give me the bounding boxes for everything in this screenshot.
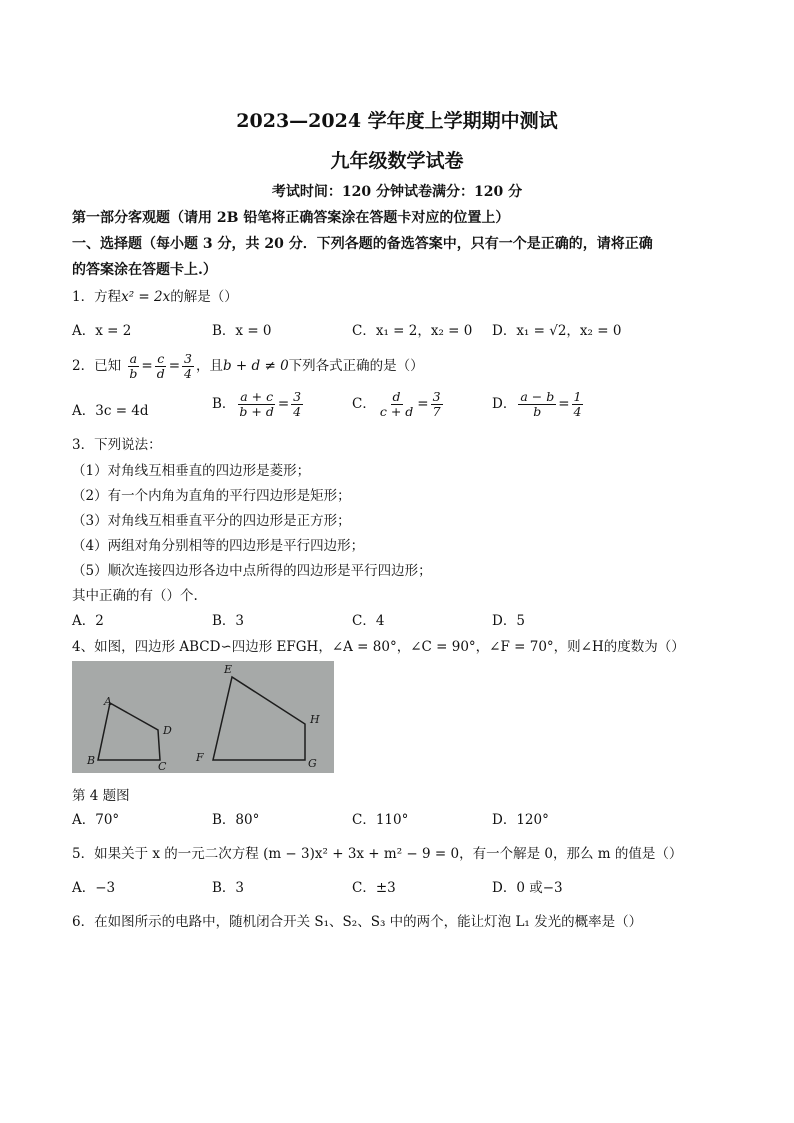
question-6: 6．在如图所示的电路中，随机闭合开关 S₁、S₂、S₃ 中的两个，能让灯泡 L₁ 发光的概率是（） [72,914,643,930]
q4-option-c[interactable]: C．110° [352,812,409,828]
section-instructions-line1: 一、选择题（每小题 3 分，共 20 分．下列各题的备选答案中，只有一个是正确的，请将正确 [72,236,653,252]
label-e: E [224,663,233,676]
q2-middle: ，且 [196,358,223,374]
exam-info: 考试时间：120 分钟试卷满分：120 分 [271,184,523,200]
label-b: B [87,754,96,767]
q1-option-d[interactable]: D．x₁ = √2，x₂ = 0 [492,323,622,339]
label-d: D [163,724,172,737]
q3-option-a[interactable]: A．2 [72,613,104,629]
label-f: F [196,751,204,764]
q3-option-b[interactable]: B．3 [212,613,245,629]
q3-statement-2: （2）有一个内角为直角的平行四边形是矩形； [72,488,351,504]
q2-frac-c-d: $\frac{c}{d}$ [156,351,165,381]
label-c: C [158,760,167,773]
q4-option-d[interactable]: D．120° [492,812,549,828]
quad-efgh [213,677,305,760]
q3-statement-3: （3）对角线互相垂直平分的四边形是正方形； [72,513,351,529]
q1-suffix: 的解是（） [170,289,238,305]
q2-option-a[interactable]: A．3c = 4d [72,403,149,419]
q4-caption: 第 4 题图 [72,788,130,804]
q5-option-c[interactable]: C．±3 [352,880,396,896]
q3-statement-4: （4）两组对角分别相等的四边形是平行四边形； [72,538,365,554]
q3-option-c[interactable]: C．4 [352,613,385,629]
section-instructions-line2: 的答案涂在答题卡上.） [72,262,217,278]
q1-option-a[interactable]: A．x = 2 [72,323,132,339]
q5-option-d[interactable]: D．0 或−3 [492,880,563,896]
q4-figure [72,661,334,773]
question-1 [72,285,238,305]
exam-subtitle: 九年级数学试卷 [330,150,464,172]
q2-condition: b + d ≠ 0 [223,358,289,374]
q3-option-d[interactable]: D．5 [492,613,525,629]
exam-title: 2023—2024 学年度上学期期中测试 [236,110,558,132]
q1-equation: x² = 2x [121,289,171,305]
q4-option-a[interactable]: A．70° [72,812,120,828]
q5-option-a[interactable]: A．−3 [72,880,116,896]
question-2: 2．已知 $\frac{a}{b}$ = $\frac{c}{d}$ = $\frac{3}{4}$ ，且b + d ≠ 0下列各式正确的是（） [72,351,424,381]
q1-option-b[interactable]: B．x = 0 [212,323,272,339]
q5-option-b[interactable]: B．3 [212,880,245,896]
q2-frac-3-4: $\frac{3}{4}$ [184,351,192,381]
similar-quadrilaterals-diagram [72,661,334,773]
q3-question: 其中正确的有（）个. [72,588,198,604]
label-h: H [310,713,320,726]
quad-abcd [98,703,160,760]
q2-option-c[interactable]: C． $\frac{d}{c + d}$ = $\frac{3}{7}$ [352,389,441,419]
q2-option-b[interactable]: B． $\frac{a + c}{b + d}$ = $\frac{3}{4}$ [212,389,302,419]
q1-prefix: 1．方程 [72,289,122,305]
q2-frac-a-b: $\frac{a}{b}$ [129,351,138,381]
question-3: 3．下列说法： [72,437,162,453]
q3-statement-5: （5）顺次连接四边形各边中点所得的四边形是平行四边形； [72,563,432,579]
q3-statement-1: （1）对角线互相垂直的四边形是菱形； [72,463,311,479]
q2-prefix: 2．已知 [72,358,122,374]
q2-option-d[interactable]: D． $\frac{a - b}{b}$ = $\frac{1}{4}$ [492,389,582,419]
q4-option-b[interactable]: B．80° [212,812,260,828]
part-one-heading: 第一部分客观题（请用 2B 铅笔将正确答案涂在答题卡对应的位置上） [72,210,510,226]
label-a: A [104,695,112,708]
label-g: G [308,757,317,770]
question-5: 5．如果关于 x 的一元二次方程 (m − 3)x² + 3x + m² − 9 = 0，有一个解是 0，那么 m 的值是（） [72,846,683,862]
q2-suffix: 下列各式正确的是（） [288,358,424,374]
question-4: 4、如图，四边形 ABCD∽四边形 EFGH，∠A = 80°，∠C = 90°，∠F = 70°，则∠H的度数为（） [72,639,685,655]
q1-option-c[interactable]: C．x₁ = 2，x₂ = 0 [352,323,473,339]
